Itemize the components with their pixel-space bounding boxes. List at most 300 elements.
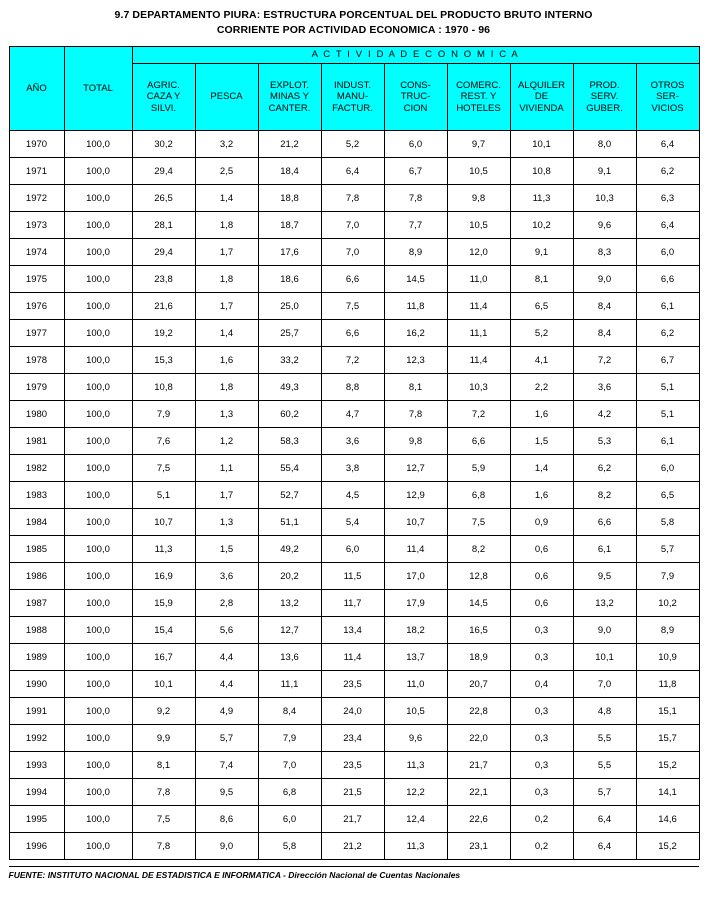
cell-construction: 12,3 <box>384 347 447 374</box>
cell-total: 100,0 <box>64 725 132 752</box>
cell-total: 100,0 <box>64 455 132 482</box>
cell-fishing: 5,7 <box>195 725 258 752</box>
cell-other-services: 15,2 <box>636 752 699 779</box>
cell-government-services: 9,6 <box>573 212 636 239</box>
cell-year: 1988 <box>9 617 64 644</box>
cell-year: 1979 <box>9 374 64 401</box>
cell-construction: 18,2 <box>384 617 447 644</box>
cell-construction: 7,7 <box>384 212 447 239</box>
cell-government-services: 10,3 <box>573 185 636 212</box>
cell-construction: 12,2 <box>384 779 447 806</box>
column-header-government-services-line3: GUBER. <box>586 102 623 114</box>
cell-commerce: 9,7 <box>447 131 510 158</box>
cell-agriculture: 16,9 <box>132 563 195 590</box>
table-row <box>9 293 699 320</box>
table-row <box>9 455 699 482</box>
cell-housing-rent: 0,3 <box>510 725 573 752</box>
cell-total: 100,0 <box>64 752 132 779</box>
cell-housing-rent: 8,1 <box>510 266 573 293</box>
cell-other-services: 7,9 <box>636 563 699 590</box>
cell-agriculture: 10,7 <box>132 509 195 536</box>
table-row <box>9 833 699 860</box>
column-header-government-services <box>573 64 636 131</box>
cell-total: 100,0 <box>64 509 132 536</box>
cell-construction: 17,0 <box>384 563 447 590</box>
cell-agriculture: 7,6 <box>132 428 195 455</box>
cell-manufacturing: 3,8 <box>321 455 384 482</box>
cell-agriculture: 8,1 <box>132 752 195 779</box>
cell-construction: 8,1 <box>384 374 447 401</box>
cell-manufacturing: 7,2 <box>321 347 384 374</box>
cell-manufacturing: 11,4 <box>321 644 384 671</box>
column-header-agriculture-line1: AGRIC. <box>147 79 180 91</box>
cell-housing-rent: 0,3 <box>510 698 573 725</box>
column-header-other-services-line2: SER- <box>656 91 679 103</box>
cell-construction: 11,4 <box>384 536 447 563</box>
cell-total: 100,0 <box>64 293 132 320</box>
cell-government-services: 7,0 <box>573 671 636 698</box>
table-row <box>9 563 699 590</box>
cell-fishing: 9,0 <box>195 833 258 860</box>
cell-manufacturing: 6,0 <box>321 536 384 563</box>
cell-total: 100,0 <box>64 374 132 401</box>
cell-construction: 9,6 <box>384 725 447 752</box>
column-header-housing-rent <box>510 64 573 131</box>
cell-agriculture: 16,7 <box>132 644 195 671</box>
cell-housing-rent: 0,2 <box>510 833 573 860</box>
cell-total: 100,0 <box>64 698 132 725</box>
cell-government-services: 6,6 <box>573 509 636 536</box>
cell-fishing: 1,3 <box>195 509 258 536</box>
cell-manufacturing: 8,8 <box>321 374 384 401</box>
cell-fishing: 4,4 <box>195 671 258 698</box>
cell-construction: 13,7 <box>384 644 447 671</box>
table-row <box>9 212 699 239</box>
cell-fishing: 1,1 <box>195 455 258 482</box>
cell-year: 1991 <box>9 698 64 725</box>
cell-government-services: 5,5 <box>573 752 636 779</box>
column-header-manufacturing <box>321 64 384 131</box>
cell-year: 1995 <box>9 806 64 833</box>
table-row <box>9 671 699 698</box>
cell-year: 1982 <box>9 455 64 482</box>
cell-construction: 11,0 <box>384 671 447 698</box>
table-row <box>9 590 699 617</box>
cell-housing-rent: 4,1 <box>510 347 573 374</box>
table-row <box>9 482 699 509</box>
cell-government-services: 6,1 <box>573 536 636 563</box>
cell-mining: 17,6 <box>258 239 321 266</box>
column-header-commerce-line1: COMERC. <box>456 79 501 91</box>
cell-year: 1985 <box>9 536 64 563</box>
cell-other-services: 6,0 <box>636 239 699 266</box>
cell-agriculture: 15,4 <box>132 617 195 644</box>
cell-fishing: 1,4 <box>195 320 258 347</box>
pbi-structure-table <box>9 46 700 860</box>
cell-fishing: 1,7 <box>195 293 258 320</box>
table-row <box>9 347 699 374</box>
cell-manufacturing: 7,5 <box>321 293 384 320</box>
cell-manufacturing: 21,5 <box>321 779 384 806</box>
cell-year: 1970 <box>9 131 64 158</box>
cell-manufacturing: 11,5 <box>321 563 384 590</box>
cell-other-services: 6,2 <box>636 320 699 347</box>
cell-agriculture: 28,1 <box>132 212 195 239</box>
cell-mining: 6,8 <box>258 779 321 806</box>
cell-mining: 49,2 <box>258 536 321 563</box>
cell-commerce: 6,8 <box>447 482 510 509</box>
cell-housing-rent: 0,2 <box>510 806 573 833</box>
cell-total: 100,0 <box>64 536 132 563</box>
column-header-housing-rent-line2: DE <box>534 91 549 103</box>
cell-housing-rent: 0,9 <box>510 509 573 536</box>
cell-other-services: 14,6 <box>636 806 699 833</box>
cell-mining: 12,7 <box>258 617 321 644</box>
cell-total: 100,0 <box>64 482 132 509</box>
cell-other-services: 6,4 <box>636 131 699 158</box>
cell-manufacturing: 23,4 <box>321 725 384 752</box>
cell-manufacturing: 11,7 <box>321 590 384 617</box>
cell-agriculture: 9,2 <box>132 698 195 725</box>
cell-commerce: 7,2 <box>447 401 510 428</box>
table-row <box>9 725 699 752</box>
cell-government-services: 6,4 <box>573 833 636 860</box>
cell-agriculture: 29,4 <box>132 239 195 266</box>
cell-other-services: 6,3 <box>636 185 699 212</box>
cell-fishing: 2,5 <box>195 158 258 185</box>
cell-housing-rent: 0,4 <box>510 671 573 698</box>
cell-total: 100,0 <box>64 239 132 266</box>
cell-commerce: 22,1 <box>447 779 510 806</box>
cell-government-services: 10,1 <box>573 644 636 671</box>
cell-other-services: 6,4 <box>636 212 699 239</box>
column-header-manufacturing-line2: MANU- <box>336 91 369 103</box>
cell-construction: 10,5 <box>384 698 447 725</box>
cell-commerce: 10,3 <box>447 374 510 401</box>
cell-total: 100,0 <box>64 131 132 158</box>
cell-agriculture: 10,8 <box>132 374 195 401</box>
cell-fishing: 1,5 <box>195 536 258 563</box>
cell-total: 100,0 <box>64 644 132 671</box>
cell-other-services: 14,1 <box>636 779 699 806</box>
cell-fishing: 1,7 <box>195 239 258 266</box>
cell-manufacturing: 23,5 <box>321 671 384 698</box>
column-header-commerce-line2: REST. Y <box>460 91 497 103</box>
cell-housing-rent: 10,1 <box>510 131 573 158</box>
cell-mining: 33,2 <box>258 347 321 374</box>
cell-mining: 11,1 <box>258 671 321 698</box>
cell-year: 1992 <box>9 725 64 752</box>
cell-total: 100,0 <box>64 590 132 617</box>
cell-construction: 14,5 <box>384 266 447 293</box>
cell-manufacturing: 21,7 <box>321 806 384 833</box>
cell-construction: 11,3 <box>384 752 447 779</box>
column-header-government-services-line2: SERV. <box>590 91 619 103</box>
cell-government-services: 3,6 <box>573 374 636 401</box>
cell-government-services: 8,4 <box>573 320 636 347</box>
cell-mining: 5,8 <box>258 833 321 860</box>
cell-commerce: 7,5 <box>447 509 510 536</box>
cell-year: 1977 <box>9 320 64 347</box>
cell-commerce: 12,0 <box>447 239 510 266</box>
column-header-construction-line2: TRUC- <box>400 91 431 103</box>
column-group-header-economic-activity: A C T I V I D A D E C O N O M I C A <box>132 47 699 64</box>
cell-mining: 13,6 <box>258 644 321 671</box>
cell-housing-rent: 0,6 <box>510 563 573 590</box>
cell-housing-rent: 1,6 <box>510 401 573 428</box>
table-row <box>9 401 699 428</box>
cell-construction: 12,7 <box>384 455 447 482</box>
cell-other-services: 6,1 <box>636 293 699 320</box>
cell-government-services: 9,0 <box>573 617 636 644</box>
cell-year: 1972 <box>9 185 64 212</box>
cell-total: 100,0 <box>64 806 132 833</box>
column-header-mining-line3: CANTER. <box>268 102 311 114</box>
cell-other-services: 15,2 <box>636 833 699 860</box>
cell-other-services: 10,2 <box>636 590 699 617</box>
cell-mining: 20,2 <box>258 563 321 590</box>
cell-year: 1989 <box>9 644 64 671</box>
cell-commerce: 11,4 <box>447 293 510 320</box>
cell-housing-rent: 2,2 <box>510 374 573 401</box>
cell-total: 100,0 <box>64 347 132 374</box>
table-row <box>9 806 699 833</box>
column-header-construction-line1: CONS- <box>400 79 431 91</box>
cell-commerce: 18,9 <box>447 644 510 671</box>
cell-total: 100,0 <box>64 212 132 239</box>
cell-year: 1987 <box>9 590 64 617</box>
table-row <box>9 320 699 347</box>
table-row <box>9 536 699 563</box>
cell-agriculture: 7,5 <box>132 455 195 482</box>
cell-commerce: 11,0 <box>447 266 510 293</box>
cell-mining: 58,3 <box>258 428 321 455</box>
cell-year: 1981 <box>9 428 64 455</box>
cell-fishing: 4,9 <box>195 698 258 725</box>
cell-total: 100,0 <box>64 185 132 212</box>
cell-government-services: 9,1 <box>573 158 636 185</box>
cell-mining: 51,1 <box>258 509 321 536</box>
cell-housing-rent: 5,2 <box>510 320 573 347</box>
cell-housing-rent: 1,6 <box>510 482 573 509</box>
table-row <box>9 266 699 293</box>
cell-mining: 7,0 <box>258 752 321 779</box>
table-row <box>9 158 699 185</box>
cell-total: 100,0 <box>64 266 132 293</box>
cell-agriculture: 7,8 <box>132 779 195 806</box>
cell-manufacturing: 6,4 <box>321 158 384 185</box>
cell-other-services: 10,9 <box>636 644 699 671</box>
cell-fishing: 1,8 <box>195 374 258 401</box>
cell-housing-rent: 0,3 <box>510 644 573 671</box>
cell-other-services: 15,1 <box>636 698 699 725</box>
cell-mining: 49,3 <box>258 374 321 401</box>
title-line-2: CORRIENTE POR ACTIVIDAD ECONOMICA : 1970 - 96 <box>216 24 491 36</box>
column-header-manufacturing-line3: FACTUR. <box>332 102 373 114</box>
source-note: FUENTE: INSTITUTO NACIONAL DE ESTADISTICA E INFORMATICA - Dirección Nacional de Cuentas Nacionales <box>8 870 461 880</box>
cell-government-services: 5,7 <box>573 779 636 806</box>
cell-total: 100,0 <box>64 671 132 698</box>
cell-commerce: 21,7 <box>447 752 510 779</box>
cell-other-services: 11,8 <box>636 671 699 698</box>
cell-fishing: 1,6 <box>195 347 258 374</box>
cell-year: 1974 <box>9 239 64 266</box>
column-header-agriculture <box>132 64 195 131</box>
table-row <box>9 509 699 536</box>
cell-year: 1975 <box>9 266 64 293</box>
table-row <box>9 185 699 212</box>
cell-year: 1978 <box>9 347 64 374</box>
cell-manufacturing: 6,6 <box>321 320 384 347</box>
column-header-commerce <box>447 64 510 131</box>
column-header-commerce-line3: HOTELES <box>456 102 501 114</box>
cell-other-services: 8,9 <box>636 617 699 644</box>
cell-housing-rent: 0,3 <box>510 779 573 806</box>
cell-commerce: 22,8 <box>447 698 510 725</box>
cell-housing-rent: 6,5 <box>510 293 573 320</box>
cell-fishing: 1,3 <box>195 401 258 428</box>
cell-mining: 18,6 <box>258 266 321 293</box>
cell-other-services: 6,0 <box>636 455 699 482</box>
cell-construction: 10,7 <box>384 509 447 536</box>
cell-total: 100,0 <box>64 617 132 644</box>
column-header-mining-line2: MINAS Y <box>270 91 309 103</box>
cell-government-services: 8,2 <box>573 482 636 509</box>
cell-other-services: 15,7 <box>636 725 699 752</box>
cell-mining: 6,0 <box>258 806 321 833</box>
cell-government-services: 8,0 <box>573 131 636 158</box>
cell-government-services: 4,2 <box>573 401 636 428</box>
cell-commerce: 10,5 <box>447 158 510 185</box>
table-row <box>9 698 699 725</box>
column-header-housing-rent-line1: ALQUILER <box>518 79 565 91</box>
cell-total: 100,0 <box>64 779 132 806</box>
cell-construction: 9,8 <box>384 428 447 455</box>
cell-mining: 21,2 <box>258 131 321 158</box>
cell-mining: 8,4 <box>258 698 321 725</box>
cell-commerce: 9,8 <box>447 185 510 212</box>
cell-mining: 52,7 <box>258 482 321 509</box>
column-header-housing-rent-line3: VIVIENDA <box>519 102 564 114</box>
cell-year: 1990 <box>9 671 64 698</box>
column-header-other-services-line1: OTROS <box>650 79 685 91</box>
cell-agriculture: 11,3 <box>132 536 195 563</box>
cell-other-services: 5,1 <box>636 374 699 401</box>
table-row <box>9 779 699 806</box>
cell-commerce: 10,5 <box>447 212 510 239</box>
cell-agriculture: 19,2 <box>132 320 195 347</box>
cell-construction: 6,7 <box>384 158 447 185</box>
cell-fishing: 4,4 <box>195 644 258 671</box>
cell-manufacturing: 21,2 <box>321 833 384 860</box>
cell-agriculture: 30,2 <box>132 131 195 158</box>
cell-manufacturing: 5,2 <box>321 131 384 158</box>
cell-other-services: 6,7 <box>636 347 699 374</box>
cell-commerce: 16,5 <box>447 617 510 644</box>
cell-construction: 11,8 <box>384 293 447 320</box>
cell-commerce: 23,1 <box>447 833 510 860</box>
cell-government-services: 5,5 <box>573 725 636 752</box>
cell-year: 1983 <box>9 482 64 509</box>
cell-fishing: 2,8 <box>195 590 258 617</box>
column-header-construction <box>384 64 447 131</box>
column-header-other-services <box>636 64 699 131</box>
cell-mining: 7,9 <box>258 725 321 752</box>
cell-government-services: 9,5 <box>573 563 636 590</box>
cell-construction: 12,4 <box>384 806 447 833</box>
column-header-fishing <box>195 64 258 131</box>
cell-agriculture: 26,5 <box>132 185 195 212</box>
cell-housing-rent: 0,3 <box>510 617 573 644</box>
cell-commerce: 22,6 <box>447 806 510 833</box>
cell-commerce: 20,7 <box>447 671 510 698</box>
cell-manufacturing: 23,5 <box>321 752 384 779</box>
table-header <box>9 47 699 131</box>
cell-year: 1971 <box>9 158 64 185</box>
cell-mining: 18,7 <box>258 212 321 239</box>
cell-mining: 60,2 <box>258 401 321 428</box>
cell-fishing: 1,7 <box>195 482 258 509</box>
cell-agriculture: 29,4 <box>132 158 195 185</box>
cell-manufacturing: 6,6 <box>321 266 384 293</box>
cell-commerce: 5,9 <box>447 455 510 482</box>
cell-manufacturing: 7,8 <box>321 185 384 212</box>
cell-fishing: 1,4 <box>195 185 258 212</box>
cell-government-services: 6,2 <box>573 455 636 482</box>
cell-commerce: 6,6 <box>447 428 510 455</box>
cell-construction: 17,9 <box>384 590 447 617</box>
cell-fishing: 5,6 <box>195 617 258 644</box>
column-header-manufacturing-line1: INDUST. <box>334 79 371 91</box>
cell-total: 100,0 <box>64 320 132 347</box>
cell-year: 1984 <box>9 509 64 536</box>
cell-fishing: 7,4 <box>195 752 258 779</box>
table-row <box>9 428 699 455</box>
cell-commerce: 8,2 <box>447 536 510 563</box>
column-header-government-services-line1: PROD. <box>589 79 620 91</box>
table-header-group-row <box>9 47 699 64</box>
cell-year: 1986 <box>9 563 64 590</box>
cell-construction: 12,9 <box>384 482 447 509</box>
cell-mining: 25,7 <box>258 320 321 347</box>
cell-government-services: 6,4 <box>573 806 636 833</box>
column-header-agriculture-line3: SILVI. <box>150 102 177 114</box>
cell-mining: 13,2 <box>258 590 321 617</box>
table-row <box>9 752 699 779</box>
cell-total: 100,0 <box>64 401 132 428</box>
cell-total: 100,0 <box>64 833 132 860</box>
cell-other-services: 5,7 <box>636 536 699 563</box>
cell-housing-rent: 9,1 <box>510 239 573 266</box>
cell-agriculture: 7,5 <box>132 806 195 833</box>
table-row <box>9 374 699 401</box>
cell-mining: 18,4 <box>258 158 321 185</box>
cell-government-services: 13,2 <box>573 590 636 617</box>
cell-construction: 6,0 <box>384 131 447 158</box>
cell-housing-rent: 10,2 <box>510 212 573 239</box>
column-header-construction-line3: CION <box>403 102 428 114</box>
cell-other-services: 6,5 <box>636 482 699 509</box>
table-body <box>9 131 699 860</box>
cell-mining: 18,8 <box>258 185 321 212</box>
cell-manufacturing: 4,7 <box>321 401 384 428</box>
cell-year: 1994 <box>9 779 64 806</box>
cell-fishing: 1,2 <box>195 428 258 455</box>
title-line-1: 9.7 DEPARTAMENTO PIURA: ESTRUCTURA PORCENTUAL DEL PRODUCTO BRUTO INTERNO <box>114 9 593 21</box>
table-row <box>9 644 699 671</box>
cell-year: 1996 <box>9 833 64 860</box>
cell-agriculture: 7,9 <box>132 401 195 428</box>
